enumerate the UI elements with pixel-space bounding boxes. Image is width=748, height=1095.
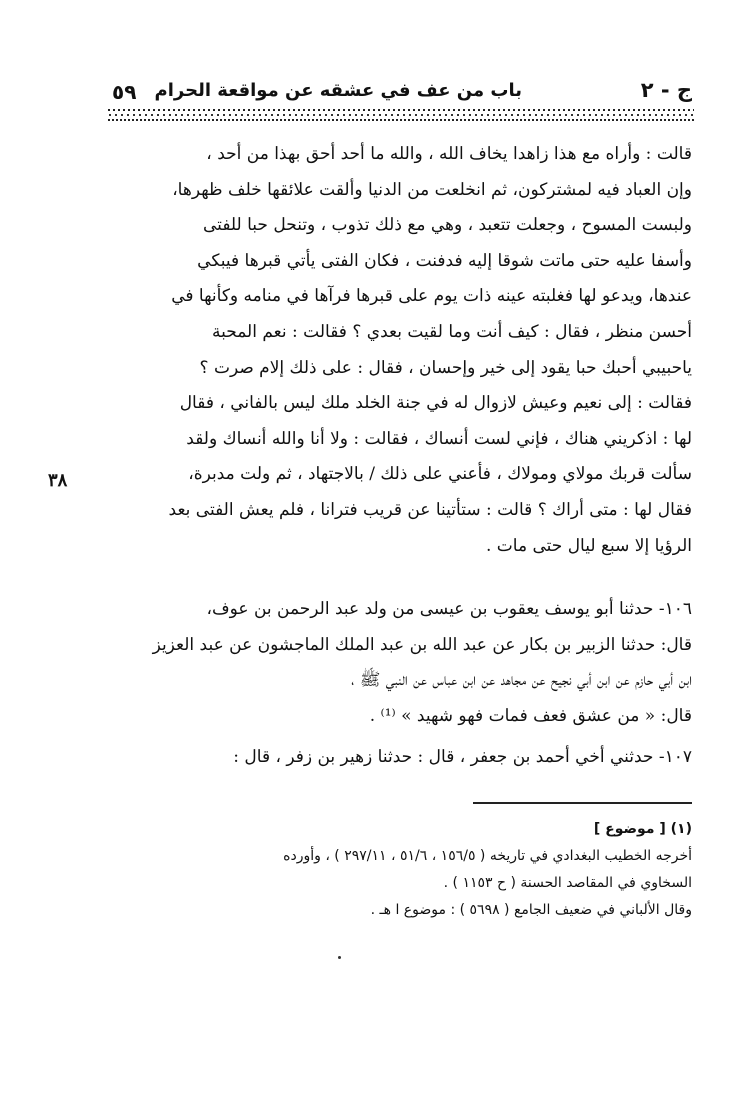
margin-page-reference: ٣٨ (48, 470, 68, 491)
text-line: عندها، ويدعو لها فغلبته عينه ذات يوم على قبرها فرآها في منامه وكأنها في (171, 286, 692, 307)
text-line: ١٠٦- حدثنا أبو يوسف يعقوب بن عيسى من ولد عبد الرحمن بن عوف، (206, 599, 692, 619)
text-line: وإن العباد فيه لمشتركون، ثم انخلعت من الدنيا وألقت علائقها خلف ظهرها، (172, 179, 692, 200)
text-line: قال: حدثنا الزبير بن بكار عن عبد الله بن عبد الملك الماجشون عن عبد العزيز (152, 634, 692, 655)
paragraph-hadith-107 (112, 740, 692, 776)
text-line: فقال لها : متى أراك ؟ قالت : ستأتينا عن قريب فترانا ، فلم يعش الفتى بعد (168, 499, 692, 520)
text-line: لها : اذكريني هناك ، فإني لست أنساك ، فقالت : ولا أنا والله أنساك ولقد (186, 428, 692, 449)
header-ornament-rule (108, 109, 694, 122)
footnote-line: أخرجه الخطيب البغدادي في تاريخه ( ١٥٦/٥ ، ٥١/٦ ، ٢٩٧/١١ ) ، وأورده (283, 848, 692, 864)
volume-label: ج - ٢ (640, 78, 692, 102)
chapter-title: باب من عف في عشقه عن مواقعة الحرام (154, 80, 522, 101)
text-line: الرؤيا إلا سبع ليال حتى مات . (485, 535, 692, 556)
text-line: قالت : وأراه مع هذا زاهدا يخاف الله ، والله ما أحد أحق بهذا من أحد ، (206, 144, 692, 164)
text-line: ياحبيبي أحبك حبا يقود إلى خير وإحسان ، فقال : على ذلك إلام صرت ؟ (199, 357, 692, 378)
footnote-marker: (١) [ موضوع ] (593, 821, 692, 837)
footnote-separator (473, 802, 692, 804)
footnotes (112, 816, 692, 924)
footnote-line: وقال الألباني في ضعيف الجامع ( ٥٦٩٨ ) : موضوع ا هـ . (370, 902, 692, 918)
page-number: ٥٩ (112, 80, 137, 104)
footnote-line: السخاوي في المقاصد الحسنة ( ح ١١٥٣ ) . (443, 875, 692, 891)
text-line: قال: « من عشق فعف فمات فهو شهيد » ⁽¹⁾ . (369, 705, 692, 726)
paragraph-hadith-106 (112, 592, 692, 734)
text-line: أحسن منظر ، فقال : كيف أنت وما لقيت بعدي ؟ فقالت : نعم المحبة (212, 321, 692, 342)
paragraph-story (112, 137, 692, 564)
text-line: وأسفا عليه حتى ماتت شوقا إليه فدفنت ، فكان الفتى يأتي قبرها فيبكي (197, 250, 692, 271)
text-line: ابن أبي حازم عن ابن أبي نجيح عن مجاهد عن ابن عباس عن النبي ﷺ ، (351, 670, 692, 691)
text-line: سألت قربك مولاي ومولاك ، فأعني على ذلك / بالاجتهاد ، ثم ولت مدبرة، (188, 464, 692, 485)
text-line: ١٠٧- حدثني أخي أحمد بن جعفر ، قال : حدثنا زهير بن زفر ، قال : (233, 747, 692, 767)
text-line: فقالت : إلى نعيم وعيش لازوال له في جنة الخلد ملك ليس بالفاني ، فقال (179, 393, 692, 414)
ink-dot (338, 956, 341, 959)
text-line: ولبست المسوح ، وجعلت تتعبد ، وهي مع ذلك تذوب ، وتنحل حبا للفتى (203, 215, 692, 236)
running-header (112, 78, 692, 108)
